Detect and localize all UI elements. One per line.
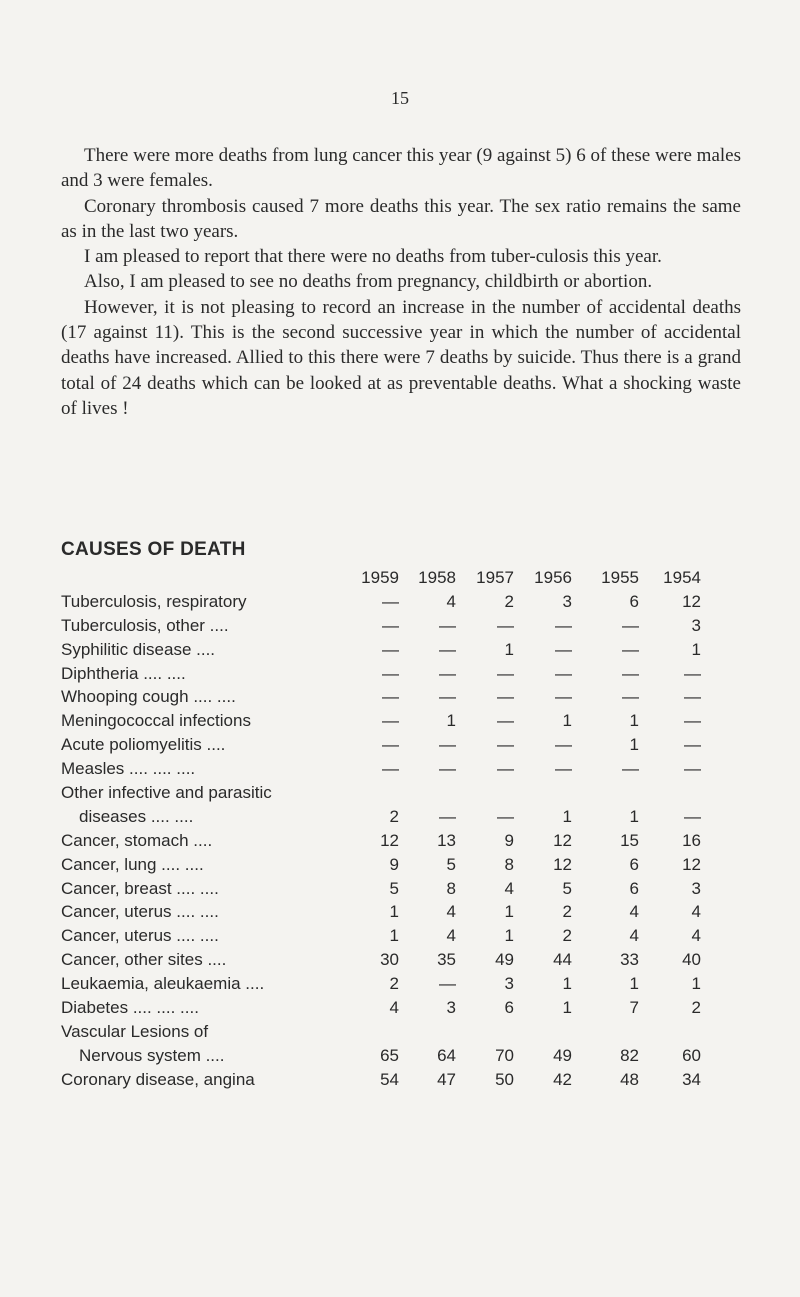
year-header: 1954 <box>663 568 701 587</box>
table-cell: 2 <box>504 591 514 611</box>
table-cell: 5 <box>389 878 399 898</box>
table-cell: — <box>684 806 701 826</box>
table-cell: 7 <box>629 998 639 1018</box>
table-cell: 16 <box>682 830 701 850</box>
table-row <box>61 616 741 640</box>
table-cell: 9 <box>389 854 399 874</box>
year-header: 1959 <box>361 568 399 587</box>
table-cell: 1 <box>504 926 514 946</box>
table-row <box>61 998 741 1022</box>
table-row <box>61 950 741 974</box>
table-cell: 1 <box>629 806 639 826</box>
table-cell: 2 <box>562 926 572 946</box>
row-label: Acute poliomyelitis .... <box>61 735 226 755</box>
table-cell: — <box>684 663 701 683</box>
table-cell: 6 <box>629 878 639 898</box>
table-cell: 44 <box>553 950 572 970</box>
row-label: Cancer, breast .... .... <box>61 878 219 898</box>
table-header-row <box>61 568 741 592</box>
table-cell: — <box>622 687 639 707</box>
table-cell: 8 <box>504 854 514 874</box>
table-cell: 6 <box>629 591 639 611</box>
table-cell: 49 <box>553 1045 572 1065</box>
table-cell: — <box>555 759 572 779</box>
table-row <box>61 902 741 926</box>
table-cell: 5 <box>446 854 456 874</box>
year-header: 1955 <box>601 568 639 587</box>
table-row <box>61 831 741 855</box>
row-label: Syphilitic disease .... <box>61 639 216 659</box>
table-cell: — <box>497 735 514 755</box>
table-cell: 3 <box>691 878 701 898</box>
table-cell: 1 <box>562 974 572 994</box>
table-cell: 6 <box>629 854 639 874</box>
table-cell: — <box>439 806 456 826</box>
table-cell: — <box>497 759 514 779</box>
table-cell: 4 <box>504 878 514 898</box>
table-cell: — <box>439 663 456 683</box>
row-label: Tuberculosis, respiratory <box>61 591 247 611</box>
table-row <box>61 855 741 879</box>
table-cell: — <box>382 615 399 635</box>
row-label: diseases .... .... <box>79 806 194 826</box>
table-cell: 2 <box>389 806 399 826</box>
table-cell: 30 <box>380 950 399 970</box>
table-cell: 1 <box>389 926 399 946</box>
table-cell: — <box>382 591 399 611</box>
table-cell: 1 <box>389 902 399 922</box>
row-label: Cancer, uterus .... .... <box>61 902 219 922</box>
table-cell: — <box>684 687 701 707</box>
table-cell: 3 <box>691 615 701 635</box>
table-cell: — <box>439 759 456 779</box>
table-cell: 64 <box>437 1045 456 1065</box>
table-cell: 9 <box>504 830 514 850</box>
table-cell: — <box>555 687 572 707</box>
table-cell: — <box>439 615 456 635</box>
table-row <box>61 783 741 807</box>
table-cell: — <box>555 615 572 635</box>
table-row <box>61 1070 741 1094</box>
table-cell: — <box>622 759 639 779</box>
table-cell: — <box>555 663 572 683</box>
row-label: Cancer, uterus .... .... <box>61 926 219 946</box>
table-cell: 42 <box>553 1069 572 1089</box>
row-label: Other infective and parasitic <box>61 783 272 803</box>
table-row <box>61 687 741 711</box>
table-cell: — <box>382 687 399 707</box>
row-label: Measles .... .... .... <box>61 759 196 779</box>
row-label: Diphtheria .... .... <box>61 663 186 683</box>
table-cell: — <box>555 735 572 755</box>
year-header: 1956 <box>534 568 572 587</box>
table-cell: 1 <box>562 806 572 826</box>
table-cell: 4 <box>629 926 639 946</box>
table-cell: — <box>497 663 514 683</box>
causes-of-death-table <box>61 568 741 1094</box>
table-row <box>61 735 741 759</box>
year-header: 1957 <box>476 568 514 587</box>
table-cell: 50 <box>495 1069 514 1089</box>
table-cell: 6 <box>504 998 514 1018</box>
table-cell: 54 <box>380 1069 399 1089</box>
table-cell: — <box>555 639 572 659</box>
table-cell: 4 <box>629 902 639 922</box>
table-cell: 3 <box>446 998 456 1018</box>
table-cell: 12 <box>553 854 572 874</box>
paragraph-accidental: However, it is not pleasing to record an increase in the number of accidental deaths (17 against 11). This is the second successive year in which the number of accidental deaths have increased. Allied to this there were 7 deaths by suicide. Thus there is a grand total of 24 deaths which can be looked at as preventable deaths. What a shocking waste of lives ! <box>61 296 741 419</box>
table-cell: 2 <box>562 902 572 922</box>
year-header: 1958 <box>418 568 456 587</box>
page-number: 15 <box>391 88 409 108</box>
table-row <box>61 879 741 903</box>
table-cell: 70 <box>495 1045 514 1065</box>
table-row <box>61 1022 741 1046</box>
row-label: Tuberculosis, other .... <box>61 615 229 635</box>
table-cell: 12 <box>682 854 701 874</box>
table-cell: — <box>439 687 456 707</box>
table-cell: 4 <box>446 926 456 946</box>
table-row <box>61 926 741 950</box>
table-cell: 49 <box>495 950 514 970</box>
table-cell: 1 <box>629 735 639 755</box>
table-cell: 15 <box>620 830 639 850</box>
table-cell: — <box>439 639 456 659</box>
table-row <box>61 807 741 831</box>
table-cell: 12 <box>682 591 701 611</box>
table-cell: 4 <box>446 591 456 611</box>
table-cell: 4 <box>691 926 701 946</box>
table-cell: 3 <box>562 591 572 611</box>
table-cell: — <box>497 806 514 826</box>
table-cell: 60 <box>682 1045 701 1065</box>
table-cell: — <box>382 759 399 779</box>
paragraph-pregnancy: Also, I am pleased to see no deaths from pregnancy, childbirth or abortion. <box>84 271 653 293</box>
table-row <box>61 759 741 783</box>
table-cell: 1 <box>629 974 639 994</box>
table-cell: 1 <box>446 711 456 731</box>
row-label: Cancer, other sites .... <box>61 950 227 970</box>
table-cell: — <box>622 639 639 659</box>
row-label: Coronary disease, angina <box>61 1069 255 1089</box>
table-cell: 47 <box>437 1069 456 1089</box>
table-cell: 12 <box>553 830 572 850</box>
table-cell: 34 <box>682 1069 701 1089</box>
paragraph-coronary: Coronary thrombosis caused 7 more deaths this year. The sex ratio remains the same as in the last two years. <box>61 195 741 242</box>
table-row <box>61 592 741 616</box>
table-cell: 1 <box>562 998 572 1018</box>
table-cell: 1 <box>562 711 572 731</box>
table-cell: 48 <box>620 1069 639 1089</box>
table-row <box>61 640 741 664</box>
table-cell: 1 <box>629 711 639 731</box>
table-cell: 2 <box>389 974 399 994</box>
table-cell: 4 <box>446 902 456 922</box>
table-cell: — <box>497 711 514 731</box>
row-label: Vascular Lesions of <box>61 1021 209 1041</box>
table-cell: 13 <box>437 830 456 850</box>
table-cell: 1 <box>691 639 701 659</box>
table-cell: — <box>622 663 639 683</box>
table-cell: 1 <box>504 639 514 659</box>
table-cell: 33 <box>620 950 639 970</box>
table-cell: 5 <box>562 878 572 898</box>
table-cell: 4 <box>389 998 399 1018</box>
row-label: Diabetes .... .... .... <box>61 998 199 1018</box>
table-cell: — <box>497 687 514 707</box>
table-cell: — <box>439 735 456 755</box>
table-row <box>61 664 741 688</box>
table-cell: 82 <box>620 1045 639 1065</box>
table-heading: CAUSES OF DEATH <box>61 539 246 560</box>
table-cell: 2 <box>691 998 701 1018</box>
row-label: Cancer, stomach .... <box>61 830 213 850</box>
row-label: Whooping cough .... .... <box>61 687 236 707</box>
body-text <box>61 143 741 421</box>
table-cell: 35 <box>437 950 456 970</box>
table-cell: 8 <box>446 878 456 898</box>
table-cell: 3 <box>504 974 514 994</box>
table-cell: 4 <box>691 902 701 922</box>
row-label: Nervous system .... <box>79 1045 225 1065</box>
row-label: Cancer, lung .... .... <box>61 854 204 874</box>
paragraph-tuberculosis: I am pleased to report that there were no deaths from tuber-culosis this year. <box>84 246 662 268</box>
table-cell: 12 <box>380 830 399 850</box>
table-body <box>61 592 741 1094</box>
table-cell: — <box>382 711 399 731</box>
table-cell: 1 <box>504 902 514 922</box>
table-row <box>61 974 741 998</box>
paragraph-lung-cancer: There were more deaths from lung cancer this year (9 against 5) 6 of these were males and 3 were females. <box>61 145 741 192</box>
table-cell: — <box>684 711 701 731</box>
table-cell: — <box>439 974 456 994</box>
table-cell: — <box>382 663 399 683</box>
row-label: Leukaemia, aleukaemia .... <box>61 974 265 994</box>
table-cell: — <box>622 615 639 635</box>
table-cell: — <box>382 735 399 755</box>
table-cell: 40 <box>682 950 701 970</box>
table-cell: 1 <box>691 974 701 994</box>
table-cell: — <box>382 639 399 659</box>
table-cell: — <box>684 735 701 755</box>
table-cell: — <box>684 759 701 779</box>
table-row <box>61 1046 741 1070</box>
table-cell: — <box>497 615 514 635</box>
table-row <box>61 711 741 735</box>
table-cell: 65 <box>380 1045 399 1065</box>
row-label: Meningococcal infections <box>61 711 251 731</box>
